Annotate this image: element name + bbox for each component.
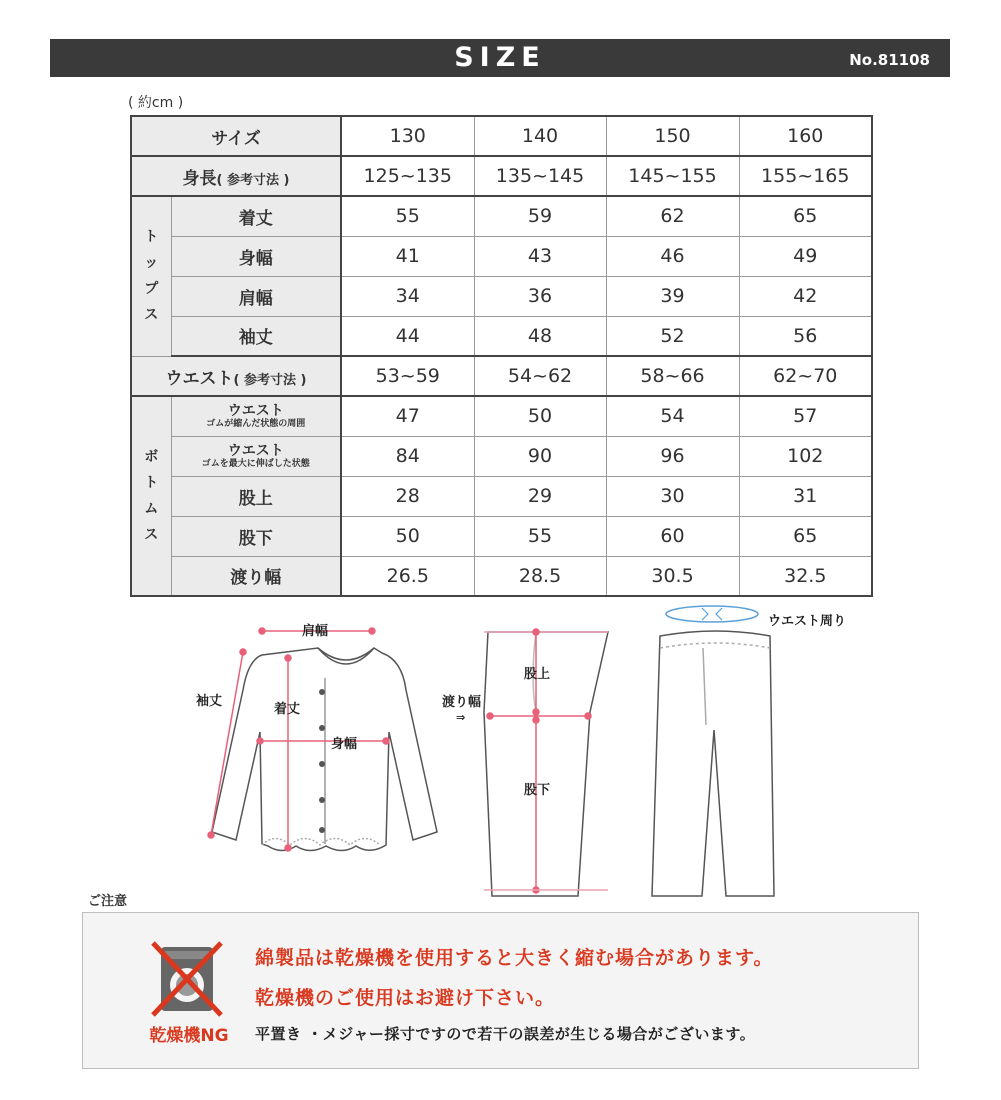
row-label: 肩幅 <box>171 276 341 316</box>
dryer-ng-icon <box>147 939 227 1019</box>
row-label: 着丈 <box>171 196 341 236</box>
bottoms-row-thigh <box>131 556 872 596</box>
cell-value: 65 <box>739 516 872 556</box>
warning-line-1: 綿製品は乾燥機を使用すると大きく縮む場合があります。 <box>255 947 774 969</box>
cell-value: 42 <box>739 276 872 316</box>
bottoms-group-label: ボ ト ム ス <box>131 396 171 596</box>
row-label: 袖丈 <box>171 316 341 356</box>
waist-value: 62~70 <box>739 356 872 396</box>
cell-value: 96 <box>606 436 739 476</box>
cell-value: 30.5 <box>606 556 739 596</box>
tops-row-shoulder <box>131 276 872 316</box>
row-label: 渡り幅 <box>171 556 341 596</box>
cell-value: 49 <box>739 236 872 276</box>
measurement-note: 平置き ・メジャー採寸ですので若干の誤差が生じる場合がございます。 <box>255 1025 756 1043</box>
cell-value: 54 <box>606 396 739 436</box>
cell-value: 43 <box>474 236 606 276</box>
height-label-cell <box>131 156 341 196</box>
size-140: 140 <box>474 116 606 156</box>
size-header-row <box>131 116 872 156</box>
cell-value: 59 <box>474 196 606 236</box>
label-rise: 股上 <box>524 667 551 682</box>
height-value: 155~165 <box>739 156 872 196</box>
size-table <box>130 115 873 597</box>
caution-box <box>82 912 919 1069</box>
size-160: 160 <box>739 116 872 156</box>
cell-value: 65 <box>739 196 872 236</box>
cell-value: 84 <box>341 436 474 476</box>
tops-group-label: ト ッ プ ス <box>131 196 171 356</box>
cell-value: 26.5 <box>341 556 474 596</box>
cell-value: 31 <box>739 476 872 516</box>
label-waist-around: ウエスト周り <box>768 614 847 629</box>
label-body-width: 身幅 <box>331 737 358 752</box>
label-thigh: 渡り幅 <box>442 695 482 710</box>
cell-value: 102 <box>739 436 872 476</box>
waist-circle-icon <box>666 606 758 622</box>
height-value: 135~145 <box>474 156 606 196</box>
size-130: 130 <box>341 116 474 156</box>
row-label: 身幅 <box>171 236 341 276</box>
waist-value: 58~66 <box>606 356 739 396</box>
cell-value: 28 <box>341 476 474 516</box>
size-150: 150 <box>606 116 739 156</box>
tops-row-sleeve <box>131 316 872 356</box>
cell-value: 57 <box>739 396 872 436</box>
header-bar <box>50 39 950 77</box>
cell-value: 30 <box>606 476 739 516</box>
product-number: No.81108 <box>849 51 930 69</box>
ng-label: 乾燥機NG <box>149 1026 229 1046</box>
cell-value: 55 <box>341 196 474 236</box>
waist-ref-row <box>131 356 872 396</box>
cell-value: 52 <box>606 316 739 356</box>
row-label: 股下 <box>171 516 341 556</box>
waist-value: 54~62 <box>474 356 606 396</box>
cell-value: 28.5 <box>474 556 606 596</box>
label-shoulder: 肩幅 <box>302 624 329 639</box>
cardigan-neckline <box>318 648 374 664</box>
cell-value: 44 <box>341 316 474 356</box>
bottoms-row-waist-relaxed <box>131 396 872 436</box>
cell-value: 48 <box>474 316 606 356</box>
height-row <box>131 156 872 196</box>
page-title: SIZE <box>454 42 546 73</box>
cell-value: 56 <box>739 316 872 356</box>
cell-value: 29 <box>474 476 606 516</box>
measurement-diagram <box>0 600 1001 900</box>
cell-value: 47 <box>341 396 474 436</box>
cell-value: 55 <box>474 516 606 556</box>
bottoms-row-waist-stretched <box>131 436 872 476</box>
pants-front-outline <box>652 631 774 896</box>
label-sleeve: 袖丈 <box>196 694 223 709</box>
caution-title: ご注意 <box>88 894 128 909</box>
arrow-icon: ⇒ <box>456 711 466 724</box>
height-label: 身長 <box>182 168 217 189</box>
row-label: ウエスト ゴムを最大に伸ばした状態 <box>171 436 341 476</box>
tops-row-length <box>131 196 872 236</box>
cell-value: 50 <box>341 516 474 556</box>
height-value: 145~155 <box>606 156 739 196</box>
cell-value: 60 <box>606 516 739 556</box>
cell-value: 39 <box>606 276 739 316</box>
height-ref: ( 参考寸法 ) <box>216 172 290 188</box>
cell-value: 41 <box>341 236 474 276</box>
label-length: 着丈 <box>274 702 301 717</box>
warning-line-2: 乾燥機のご使用はお避け下さい。 <box>255 987 556 1009</box>
cell-value: 32.5 <box>739 556 872 596</box>
cell-value: 34 <box>341 276 474 316</box>
size-label: サイズ <box>131 116 341 156</box>
bottoms-row-rise <box>131 476 872 516</box>
bottoms-row-inseam <box>131 516 872 556</box>
waist-value: 53~59 <box>341 356 474 396</box>
row-label: 股上 <box>171 476 341 516</box>
waist-label: ウエスト <box>165 368 234 389</box>
waist-label-cell <box>131 356 341 396</box>
row-label: ウエスト ゴムが縮んだ状態の周囲 <box>171 396 341 436</box>
cell-value: 36 <box>474 276 606 316</box>
cell-value: 46 <box>606 236 739 276</box>
cell-value: 62 <box>606 196 739 236</box>
cell-value: 50 <box>474 396 606 436</box>
tops-row-width <box>131 236 872 276</box>
cell-value: 90 <box>474 436 606 476</box>
unit-note: ( 約cm ) <box>128 95 184 111</box>
label-inseam: 股下 <box>524 783 551 798</box>
height-value: 125~135 <box>341 156 474 196</box>
waist-ref: ( 参考寸法 ) <box>233 372 307 388</box>
